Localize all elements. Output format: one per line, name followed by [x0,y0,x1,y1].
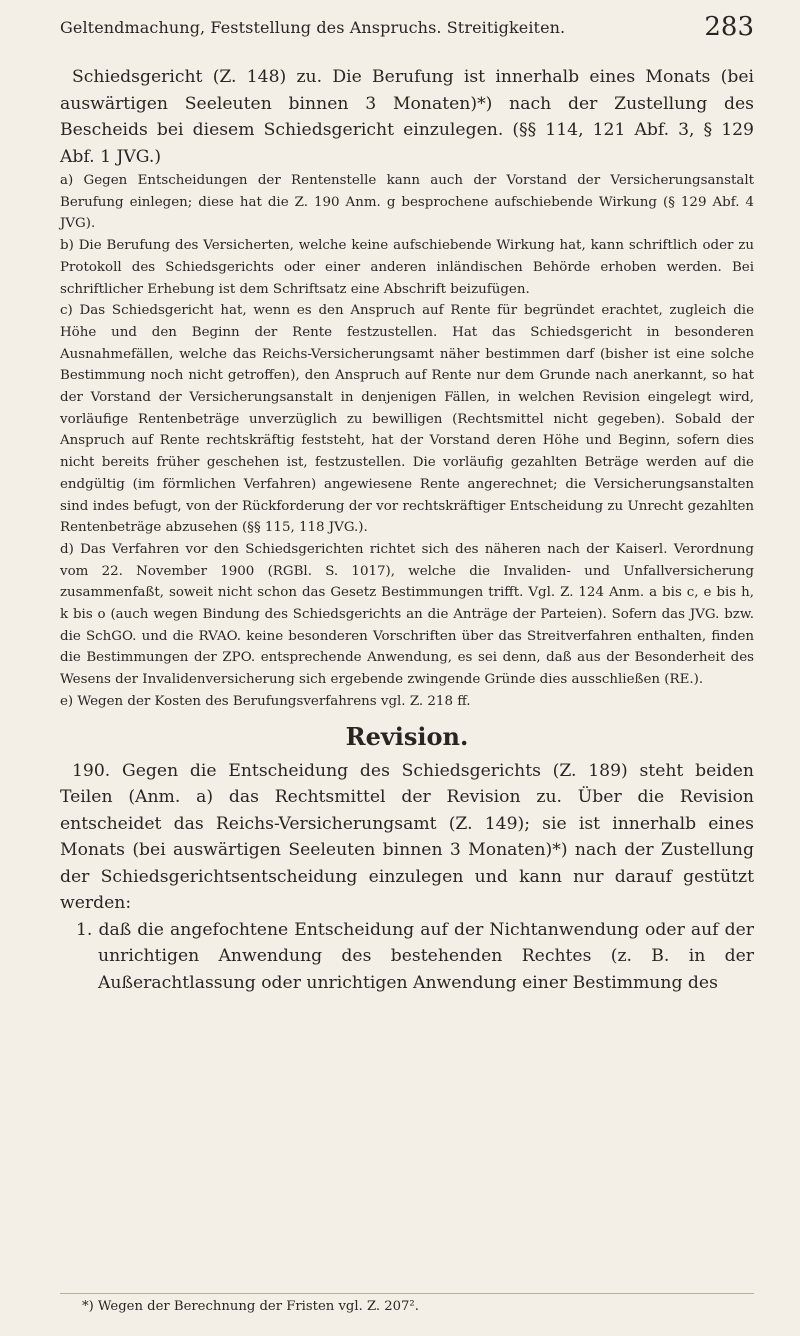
footnote-divider [60,1293,754,1294]
note-item-a: a) Gegen Entscheidungen der Rentenstelle kann auch der Vorstand der Versicherungsanstalt Berufung einlegen; diese hat die Z. 190 Anm. g besprochene aufschiebende Wirkung (§ 129 Abf. 4 JVG). [60,173,754,232]
page-header [60,12,754,46]
running-head: Geltendmachung, Feststellung des Anspruchs. Streitigkeiten. [60,18,566,37]
schiedsgericht-intro-paragraph: Schiedsgericht (Z. 148) zu. Die Berufung ist innerhalb eines Monats (bei auswärtigen Seeleuten binnen 3 Monaten)*) nach der Zustellung des Bescheids bei diesem Schiedsgericht einzulegen. (§§ 114, 121 Abf. 3, § 129 Abf. 1 JVG.) [60,67,754,167]
page-body [60,64,754,996]
note-item-c: c) Das Schiedsgericht hat, wenn es den Anspruch auf Rente für begründet erachtet, zugleich die Höhe und den Beginn der Rente festzustellen. Hat das Schiedsgericht in besonderen Ausnahmefällen, welche das Reichs-Versicherungsamt näher bestimmen darf (bisher ist eine solche Bestimmung noch nicht getroffen), den Anspruch auf Rente nur dem Grunde nach anerkannt, so hat der Vorstand der Versicherungsanstalt in denjenigen Fällen, in welchen Revision eingelegt wird, vorläufige Rentenbeträge unverzüglich zu bewilligen (Rechtsmittel nicht gegeben). Sobald der Anspruch auf Rente rechtskräftig feststeht, hat der Vorstand deren Höhe und Beginn, sofern dies nicht bereits früher geschehen ist, festzustellen. Die vorläufig gezahlten Beträge werden auf die endgültig (im förmlichen Verfahren) angewiesene Rente angerechnet; die Versicherungsanstalten sind indes befugt, von der Rückforderung der vor rechtskräftiger Entscheidung zu Unrecht gezahlten Rentenbeträge abzusehen (§§ 115, 118 JVG.). [60,303,754,536]
note-item-b: b) Die Berufung des Versicherten, welche keine aufschiebende Wirkung hat, kann schriftlich oder zu Protokoll des Schiedsgerichts oder einer anderen inländischen Behörde erhoben werden. Bei schriftlicher Erhebung ist dem Schriftsatz eine Abschrift beizufügen. [60,238,754,297]
page-number: 283 [704,12,754,42]
section-heading-revision: Revision. [345,721,469,751]
footnote: *) Wegen der Berechnung der Fristen vgl. Z. 207². [82,1299,419,1314]
revision-paragraph: 190. Gegen die Entscheidung des Schiedsgerichts (Z. 189) steht beiden Teilen (Anm. a) das Rechtsmittel der Revision zu. Über die Revision entscheidet das Reichs-Versicherungsamt (Z. 149); sie ist innerhalb eines Monats (bei auswärtigen Seeleuten binnen 3 Monaten)*) nach der Zustellung der Schiedsgerichtsentscheidung einzulegen und kann nur darauf gestützt werden: [60,760,754,914]
note-item-d: d) Das Verfahren vor den Schiedsgerichten richtet sich des näheren nach der Kaiserl. Verordnung vom 22. November 1900 (RGBl. S. 1017), welche die Invaliden- und Unfallversicherung zusammenfaßt, soweit nicht schon das Gesetz Bestimmungen trifft. Vgl. Z. 124 Anm. a bis c, e bis h, k bis o (auch wegen Bindung des Schiedsgerichts an die Anträge der Parteien). Sofern das JVG. bzw. die SchGO. und die RVAO. keine besonderen Vorschriften über das Streitverfahren enthalten, finden die Bestimmungen der ZPO. entsprechende Anwendung, es sei denn, daß aus der Besonderheit des Wesens der Invalidenversicherung sich ergebende zwingende Gründe dies ausschließen (RE.). [60,541,754,688]
revision-list-item-1: 1. daß die angefochtene Entscheidung auf der Nichtanwendung oder auf der unrichtigen Anwendung des bestehenden Rechtes (z. B. in der Außerachtlassung oder unrichtigen Anwendung einer Bestimmung des [76,919,754,993]
note-item-e: e) Wegen der Kosten des Berufungsverfahrens vgl. Z. 218 ff. [60,693,471,709]
